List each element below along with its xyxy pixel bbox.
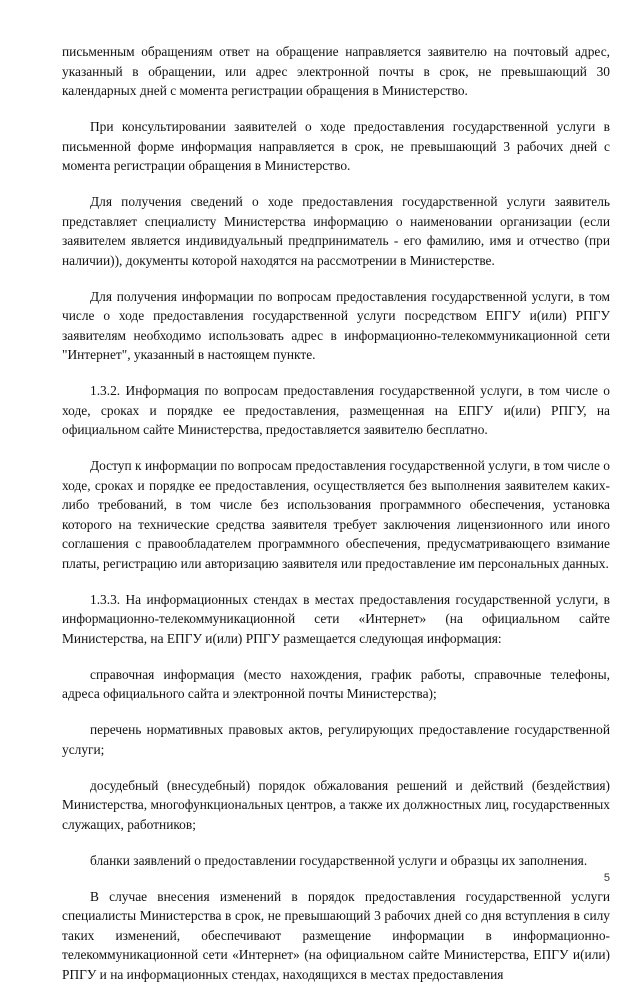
paragraph: Доступ к информации по вопросам предоставления государственной услуги, в том числе о ходе, сроках и порядке ее предоставления, осуществляется без выполнения заявителем каких-либо требований, в том числе без использования программного обеспечения, установка которого на технические средства заявителя требует заключения лицензионного или иного соглашения с правообладателем программного обеспечения, предусматривающего взимание платы, регистрацию или авторизацию заявителя или предоставление им персональных данных. [62,458,610,571]
paragraph: 1.3.3. На информационных стендах в местах предоставления государственной услуги, в информационно-телекоммуникационной сети «Интернет» (на официальном сайте Министерства, на ЕПГУ и(или) РПГУ размещается следующая информация: [62,591,610,646]
paragraph: При консультировании заявителей о ходе предоставления государственной услуги в письменной форме информация направляется в срок, не превышающий 3 рабочих дней с момента регистрации обращения в Министерство. [62,119,610,173]
paragraph: 1.3.2. Информация по вопросам предоставления государственной услуги, в том числе о ходе, сроках и порядке ее предоставления, размещенная на ЕПГУ и(или) РПГУ, на официальном сайте Министерства, предоставляется заявителю бесплатно. [62,383,610,437]
paragraph: досудебный (внесудебный) порядок обжалования решений и действий (бездействия) Министерства, многофункциональных центров, а также их должностных лиц, государственных служащих, работников; [62,777,610,832]
paragraph: письменным обращениям ответ на обращение направляется заявителю на почтовый адрес, указанный в обращении, или адрес электронной почты в срок, не превышающий 30 календарных дней с момента регистрации обращения в Министерство. [62,44,610,98]
page-number: 5 [603,872,610,884]
document-page [62,42,610,1001]
paragraph: Для получения информации по вопросам предоставления государственной услуги, в том числе о ходе предоставления государственной услуги посредством ЕПГУ и(или) РПГУ заявителям необходимо использовать адрес в информационно-телекоммуникационной сети "Интернет", указанный в настоящем пункте. [62,288,610,362]
paragraph: бланки заявлений о предоставлении государственной услуги и образцы их заполнения. [90,852,588,868]
paragraph: справочная информация (место нахождения, график работы, справочные телефоны, адреса официального сайта и электронной почты Министерства); [62,666,610,701]
paragraph: Для получения сведений о ходе предоставления государственной услуги заявитель представляет специалисту Министерства информацию о наименовании организации (если заявителем является индивидуальный предприниматель - его фамилию, имя и отчество (при наличии)), документы которой находятся на рассмотрении в Министерстве. [62,194,610,268]
paragraph: В случае внесения изменений в порядок предоставления государственной услуги специалисты Министерства в срок, не превышающий 3 рабочих дней со дня вступления в силу таких изменений, обеспечивают размещение информации в информационно-телекоммуникационной сети «Интернет» (на официальном сайте Министерства, ЕПГУ и(или) РПГУ и на информационных стендах, находящихся в местах предоставления [62,888,610,982]
paragraph: перечень нормативных правовых актов, регулирующих предоставление государственной услуги; [62,722,610,757]
